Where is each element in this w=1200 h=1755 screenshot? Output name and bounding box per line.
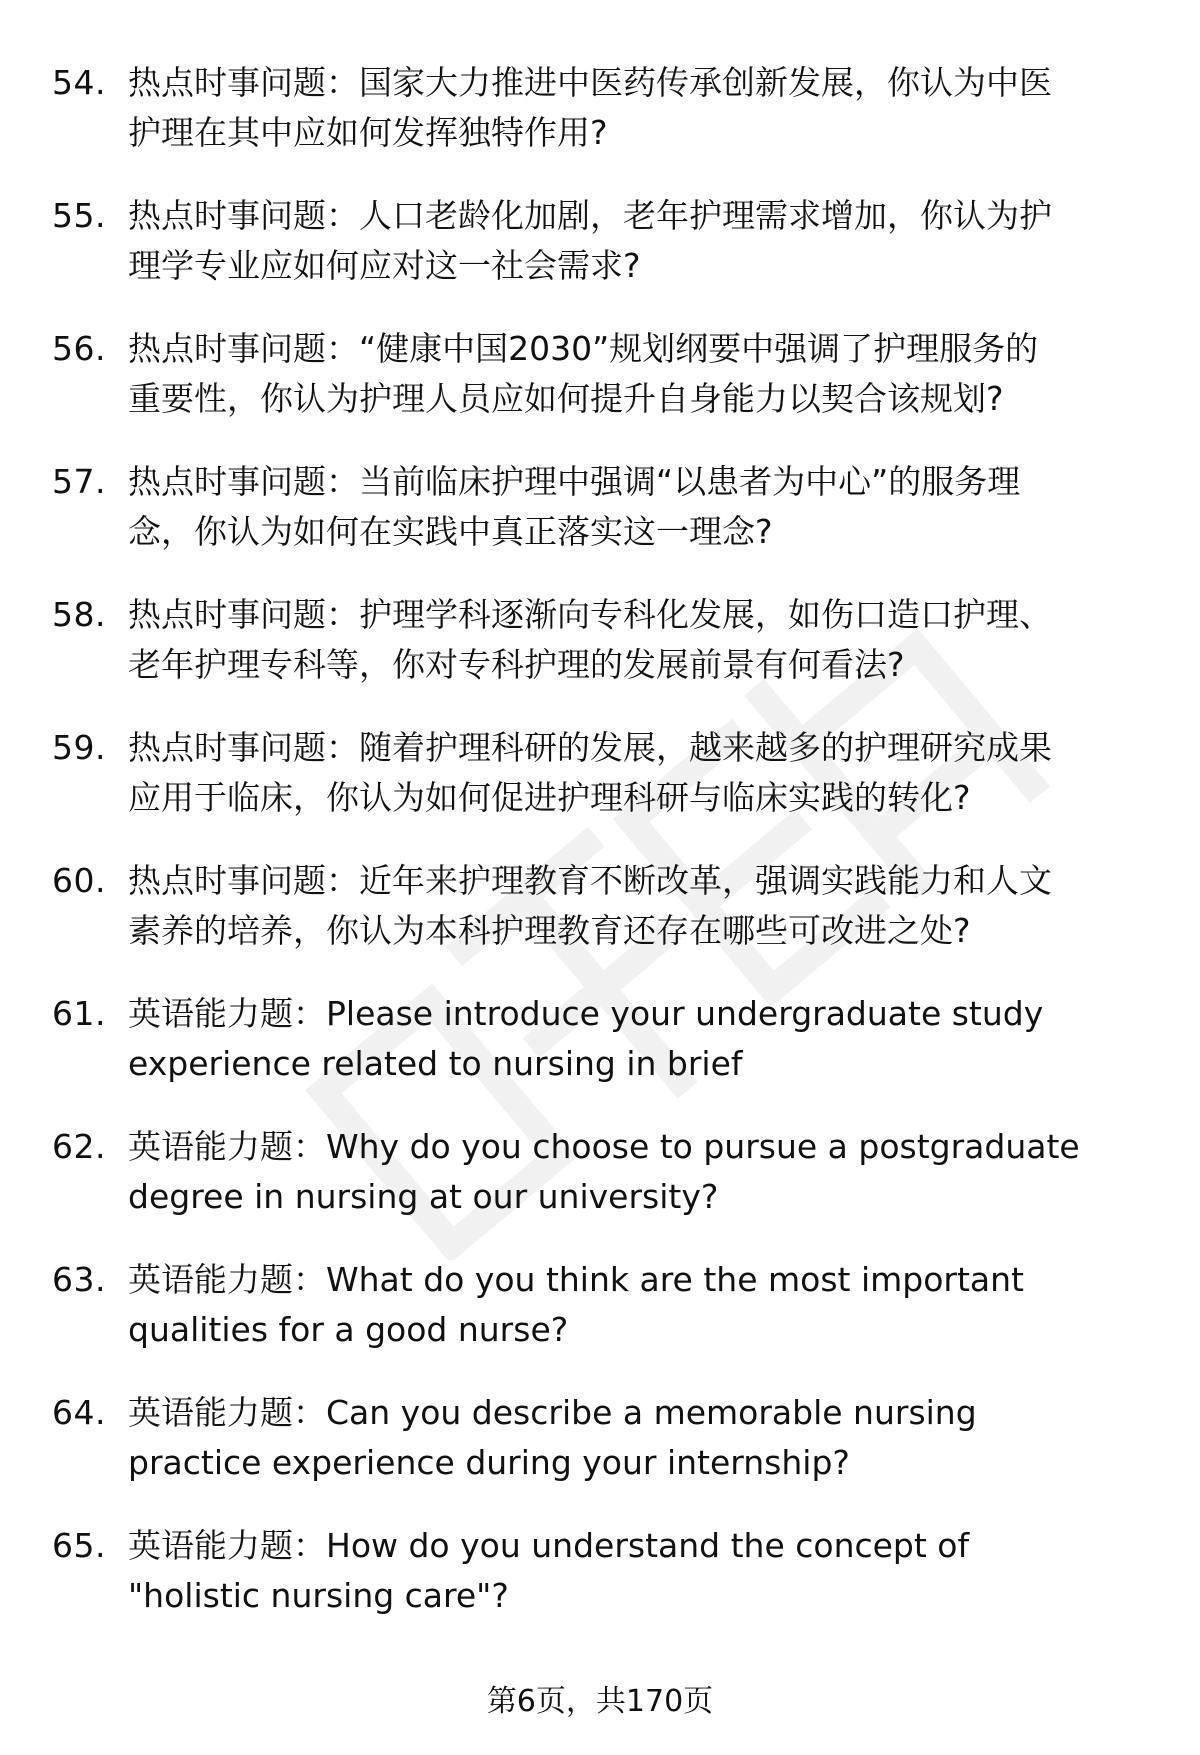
question-list (0, 58, 1200, 1654)
question-line: 护理在其中应如何发挥独特作用? (128, 113, 608, 152)
page-indicator: 第6页，共170页 (486, 1684, 714, 1719)
question-line: 热点时事问题：人口老龄化加剧，老年护理需求增加，你认为护 (128, 196, 1052, 235)
question-line: 热点时事问题：“健康中国2030”规划纲要中强调了护理服务的 (128, 329, 1039, 368)
question-item (0, 58, 1200, 191)
question-item (0, 1255, 1200, 1388)
question-line: 英语能力题：What do you think are the most important (128, 1260, 1024, 1299)
question-line: 热点时事问题：国家大力推进中医药传承创新发展，你认为中医 (128, 63, 1052, 102)
question-text (128, 457, 1160, 557)
question-line: 热点时事问题：护理学科逐渐向专科化发展，如伤口造口护理、 (128, 595, 1052, 634)
question-text (128, 324, 1160, 424)
question-number: 60. (52, 861, 106, 900)
question-line: 重要性，你认为护理人员应如何提升自身能力以契合该规划? (128, 379, 1004, 418)
question-text (128, 1255, 1160, 1355)
question-item (0, 723, 1200, 856)
question-number: 57. (52, 462, 106, 501)
question-number: 58. (52, 595, 106, 634)
question-line: experience related to nursing in brief (128, 1044, 743, 1083)
question-number: 65. (52, 1526, 106, 1565)
question-text (128, 1388, 1160, 1488)
question-item (0, 1388, 1200, 1521)
question-number: 62. (52, 1127, 106, 1166)
question-text (128, 191, 1160, 291)
question-line: 热点时事问题：近年来护理教育不断改革，强调实践能力和人文 (128, 861, 1052, 900)
question-number: 55. (52, 196, 106, 235)
question-item (0, 1521, 1200, 1654)
question-line: 应用于临床，你认为如何促进护理科研与临床实践的转化? (128, 778, 971, 817)
question-number: 59. (52, 728, 106, 767)
question-text (128, 989, 1160, 1089)
question-number: 63. (52, 1260, 106, 1299)
question-line: 英语能力题：Can you describe a memorable nursing (128, 1393, 977, 1432)
question-text (128, 58, 1160, 158)
question-line: degree in nursing at our university? (128, 1177, 719, 1216)
question-line: 英语能力题：Why do you choose to pursue a postgraduate (128, 1127, 1080, 1166)
question-item (0, 191, 1200, 324)
question-item (0, 1122, 1200, 1255)
question-line: 热点时事问题：当前临床护理中强调“以患者为中心”的服务理 (128, 462, 1021, 501)
question-text (128, 856, 1160, 956)
question-number: 56. (52, 329, 106, 368)
question-line: practice experience during your internship? (128, 1443, 850, 1482)
question-item (0, 324, 1200, 457)
question-text (128, 1122, 1160, 1222)
question-item (0, 590, 1200, 723)
question-text (128, 1521, 1160, 1621)
question-line: 老年护理专科等，你对专科护理的发展前景有何看法? (128, 645, 905, 684)
question-text (128, 590, 1160, 690)
question-line: 素养的培养，你认为本科护理教育还存在哪些可改进之处? (128, 911, 971, 950)
question-number: 64. (52, 1393, 106, 1432)
question-text (128, 723, 1160, 823)
question-item (0, 989, 1200, 1122)
question-line: "holistic nursing care"? (128, 1576, 509, 1615)
question-line: 英语能力题：Please introduce your undergraduate study (128, 994, 1044, 1033)
question-item (0, 856, 1200, 989)
question-number: 61. (52, 994, 106, 1033)
question-line: 念，你认为如何在实践中真正落实这一理念? (128, 512, 773, 551)
question-item (0, 457, 1200, 590)
question-line: 理学专业应如何应对这一社会需求? (128, 246, 641, 285)
question-line: qualities for a good nurse? (128, 1310, 569, 1349)
question-line: 热点时事问题：随着护理科研的发展，越来越多的护理研究成果 (128, 728, 1052, 767)
question-number: 54. (52, 63, 106, 102)
question-line: 英语能力题：How do you understand the concept of (128, 1526, 970, 1565)
